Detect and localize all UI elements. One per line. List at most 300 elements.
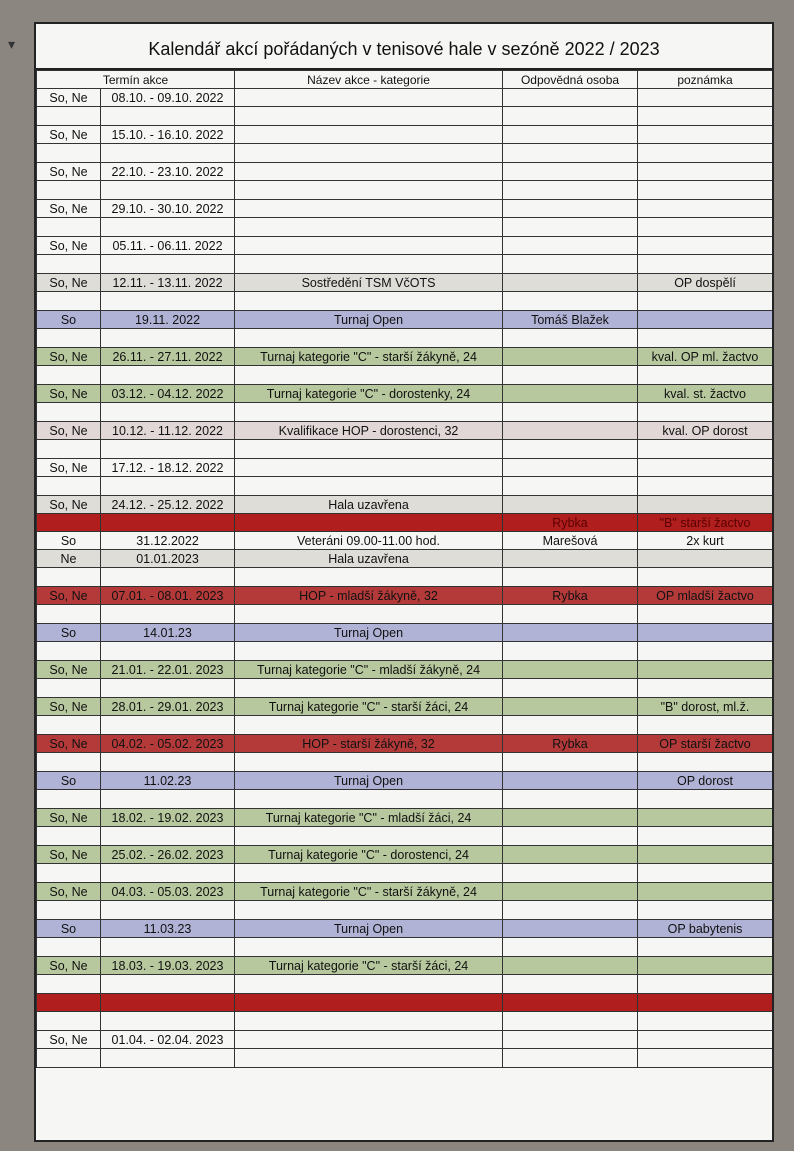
event-name-cell	[235, 163, 503, 181]
event-name-cell	[235, 514, 503, 532]
empty-cell	[638, 1012, 773, 1031]
empty-cell	[101, 366, 235, 385]
table-row	[37, 846, 773, 864]
table-spacer-row	[37, 329, 773, 348]
person-cell	[503, 920, 638, 938]
event-name-cell: Turnaj kategorie "C" - starší žáci, 24	[235, 698, 503, 716]
table-row	[37, 459, 773, 477]
note-cell	[638, 550, 773, 568]
table-spacer-row	[37, 1012, 773, 1031]
note-cell	[638, 994, 773, 1012]
empty-cell	[37, 605, 101, 624]
note-cell	[638, 237, 773, 255]
event-name-cell: Turnaj Open	[235, 311, 503, 329]
empty-cell	[101, 901, 235, 920]
empty-cell	[37, 477, 101, 496]
empty-cell	[638, 642, 773, 661]
event-name-cell: HOP - mladší žákyně, 32	[235, 587, 503, 605]
table-spacer-row	[37, 144, 773, 163]
event-name-cell: Turnaj kategorie "C" - starší žákyně, 24	[235, 348, 503, 366]
date-cell: 11.03.23	[101, 920, 235, 938]
person-cell: Rybka	[503, 514, 638, 532]
note-cell	[638, 311, 773, 329]
table-spacer-row	[37, 218, 773, 237]
note-cell: kval. st. žactvo	[638, 385, 773, 403]
date-cell: 22.10. - 23.10. 2022	[101, 163, 235, 181]
event-name-cell	[235, 994, 503, 1012]
person-cell	[503, 385, 638, 403]
empty-cell	[503, 568, 638, 587]
empty-cell	[638, 181, 773, 200]
day-cell: So, Ne	[37, 587, 101, 605]
event-name-cell	[235, 89, 503, 107]
person-cell	[503, 496, 638, 514]
day-cell: So, Ne	[37, 846, 101, 864]
table-spacer-row	[37, 440, 773, 459]
event-name-cell: HOP - starší žákyně, 32	[235, 735, 503, 753]
empty-cell	[503, 255, 638, 274]
person-cell	[503, 661, 638, 679]
person-cell	[503, 809, 638, 827]
empty-cell	[638, 329, 773, 348]
event-name-cell: Veteráni 09.00-11.00 hod.	[235, 532, 503, 550]
date-cell	[101, 514, 235, 532]
note-cell	[638, 200, 773, 218]
day-cell: So	[37, 772, 101, 790]
empty-cell	[235, 901, 503, 920]
note-cell	[638, 624, 773, 642]
empty-cell	[235, 107, 503, 126]
empty-cell	[503, 1012, 638, 1031]
empty-cell	[503, 477, 638, 496]
day-cell: So, Ne	[37, 883, 101, 901]
table-spacer-row	[37, 403, 773, 422]
date-cell: 19.11. 2022	[101, 311, 235, 329]
empty-cell	[235, 1049, 503, 1068]
empty-cell	[503, 864, 638, 883]
table-row	[37, 809, 773, 827]
empty-cell	[638, 938, 773, 957]
empty-cell	[101, 440, 235, 459]
empty-cell	[101, 1012, 235, 1031]
note-cell: OP dorost	[638, 772, 773, 790]
table-row	[37, 735, 773, 753]
note-cell: "B" starší žactvo	[638, 514, 773, 532]
date-cell: 29.10. - 30.10. 2022	[101, 200, 235, 218]
empty-cell	[101, 975, 235, 994]
day-cell: So, Ne	[37, 126, 101, 144]
note-cell	[638, 459, 773, 477]
header-date: Termín akce	[37, 71, 235, 89]
empty-cell	[101, 642, 235, 661]
day-cell: So, Ne	[37, 1031, 101, 1049]
day-cell: So	[37, 532, 101, 550]
table-spacer-row	[37, 568, 773, 587]
empty-cell	[503, 827, 638, 846]
day-cell: So, Ne	[37, 422, 101, 440]
empty-cell	[503, 1049, 638, 1068]
day-cell: So, Ne	[37, 957, 101, 975]
event-name-cell: Turnaj kategorie "C" - starší žákyně, 24	[235, 883, 503, 901]
table-row	[37, 994, 773, 1012]
note-cell	[638, 1031, 773, 1049]
event-name-cell: Turnaj kategorie "C" - dorostenci, 24	[235, 846, 503, 864]
day-cell	[37, 514, 101, 532]
table-row	[37, 514, 773, 532]
empty-cell	[101, 827, 235, 846]
day-cell: So, Ne	[37, 237, 101, 255]
empty-cell	[503, 144, 638, 163]
person-cell	[503, 126, 638, 144]
day-cell: So, Ne	[37, 385, 101, 403]
day-cell: So, Ne	[37, 698, 101, 716]
empty-cell	[101, 218, 235, 237]
empty-cell	[37, 642, 101, 661]
empty-cell	[37, 901, 101, 920]
header-event-name: Název akce - kategorie	[235, 71, 503, 89]
table-spacer-row	[37, 1049, 773, 1068]
date-cell: 01.01.2023	[101, 550, 235, 568]
empty-cell	[638, 403, 773, 422]
table-row	[37, 200, 773, 218]
empty-cell	[235, 366, 503, 385]
empty-cell	[101, 605, 235, 624]
table-spacer-row	[37, 255, 773, 274]
person-cell	[503, 1031, 638, 1049]
empty-cell	[37, 181, 101, 200]
empty-cell	[235, 1012, 503, 1031]
empty-cell	[235, 568, 503, 587]
table-row	[37, 957, 773, 975]
table-spacer-row	[37, 366, 773, 385]
empty-cell	[638, 716, 773, 735]
table-row	[37, 126, 773, 144]
date-cell: 31.12.2022	[101, 532, 235, 550]
day-cell: So, Ne	[37, 496, 101, 514]
empty-cell	[638, 975, 773, 994]
table-row	[37, 89, 773, 107]
header-responsible-person: Odpovědná osoba	[503, 71, 638, 89]
table-spacer-row	[37, 864, 773, 883]
note-cell: OP babytenis	[638, 920, 773, 938]
table-spacer-row	[37, 181, 773, 200]
empty-cell	[37, 144, 101, 163]
table-spacer-row	[37, 753, 773, 772]
empty-cell	[503, 366, 638, 385]
date-cell: 04.03. - 05.03. 2023	[101, 883, 235, 901]
table-spacer-row	[37, 292, 773, 311]
empty-cell	[37, 292, 101, 311]
table-row	[37, 385, 773, 403]
note-cell	[638, 846, 773, 864]
day-cell: So, Ne	[37, 274, 101, 292]
event-name-cell	[235, 200, 503, 218]
empty-cell	[101, 403, 235, 422]
empty-cell	[37, 1049, 101, 1068]
note-cell: 2x kurt	[638, 532, 773, 550]
table-row	[37, 311, 773, 329]
person-cell: Rybka	[503, 587, 638, 605]
empty-cell	[235, 605, 503, 624]
event-name-cell: Turnaj Open	[235, 624, 503, 642]
note-cell	[638, 661, 773, 679]
table-row	[37, 550, 773, 568]
day-cell: So, Ne	[37, 459, 101, 477]
table-row	[37, 274, 773, 292]
event-name-cell: Turnaj Open	[235, 920, 503, 938]
empty-cell	[37, 1012, 101, 1031]
empty-cell	[638, 605, 773, 624]
empty-cell	[235, 642, 503, 661]
empty-cell	[101, 181, 235, 200]
note-cell: "B" dorost, ml.ž.	[638, 698, 773, 716]
events-table	[36, 70, 773, 1068]
empty-cell	[503, 679, 638, 698]
empty-cell	[101, 753, 235, 772]
day-cell: So, Ne	[37, 661, 101, 679]
empty-cell	[37, 827, 101, 846]
note-cell	[638, 126, 773, 144]
table-spacer-row	[37, 477, 773, 496]
date-cell: 21.01. - 22.01. 2023	[101, 661, 235, 679]
empty-cell	[638, 366, 773, 385]
empty-cell	[638, 255, 773, 274]
day-cell: So	[37, 311, 101, 329]
table-row	[37, 237, 773, 255]
empty-cell	[235, 403, 503, 422]
empty-cell	[101, 1049, 235, 1068]
note-cell: OP starší žactvo	[638, 735, 773, 753]
person-cell	[503, 348, 638, 366]
person-cell	[503, 994, 638, 1012]
date-cell: 24.12. - 25.12. 2022	[101, 496, 235, 514]
empty-cell	[37, 975, 101, 994]
event-name-cell	[235, 459, 503, 477]
event-name-cell	[235, 1031, 503, 1049]
empty-cell	[503, 753, 638, 772]
empty-cell	[638, 218, 773, 237]
empty-cell	[503, 716, 638, 735]
date-cell: 07.01. - 08.01. 2023	[101, 587, 235, 605]
empty-cell	[101, 864, 235, 883]
empty-cell	[235, 938, 503, 957]
table-row	[37, 624, 773, 642]
empty-cell	[638, 440, 773, 459]
empty-cell	[37, 255, 101, 274]
day-cell: So, Ne	[37, 809, 101, 827]
empty-cell	[37, 218, 101, 237]
person-cell	[503, 422, 638, 440]
event-name-cell: Turnaj kategorie "C" - mladší žákyně, 24	[235, 661, 503, 679]
person-cell	[503, 237, 638, 255]
table-row	[37, 163, 773, 181]
date-cell: 01.04. - 02.04. 2023	[101, 1031, 235, 1049]
empty-cell	[503, 938, 638, 957]
empty-cell	[503, 642, 638, 661]
event-name-cell: Sostředění TSM VčOTS	[235, 274, 503, 292]
person-cell	[503, 459, 638, 477]
day-cell: Ne	[37, 550, 101, 568]
table-header-row	[37, 71, 773, 89]
date-cell: 26.11. - 27.11. 2022	[101, 348, 235, 366]
table-row	[37, 348, 773, 366]
note-cell	[638, 809, 773, 827]
empty-cell	[101, 790, 235, 809]
empty-cell	[37, 568, 101, 587]
table-spacer-row	[37, 679, 773, 698]
empty-cell	[503, 107, 638, 126]
event-name-cell: Hala uzavřena	[235, 550, 503, 568]
empty-cell	[235, 477, 503, 496]
empty-cell	[235, 864, 503, 883]
person-cell	[503, 624, 638, 642]
day-cell	[37, 994, 101, 1012]
note-cell	[638, 883, 773, 901]
date-cell: 15.10. - 16.10. 2022	[101, 126, 235, 144]
table-spacer-row	[37, 642, 773, 661]
empty-cell	[101, 329, 235, 348]
empty-cell	[503, 790, 638, 809]
header-note: poznámka	[638, 71, 773, 89]
date-cell: 17.12. - 18.12. 2022	[101, 459, 235, 477]
day-cell: So, Ne	[37, 89, 101, 107]
table-row	[37, 422, 773, 440]
day-cell: So, Ne	[37, 348, 101, 366]
empty-cell	[101, 255, 235, 274]
empty-cell	[503, 181, 638, 200]
event-name-cell	[235, 126, 503, 144]
empty-cell	[235, 329, 503, 348]
empty-cell	[101, 716, 235, 735]
empty-cell	[503, 218, 638, 237]
empty-cell	[37, 716, 101, 735]
empty-cell	[235, 975, 503, 994]
empty-cell	[235, 218, 503, 237]
empty-cell	[638, 477, 773, 496]
empty-cell	[37, 107, 101, 126]
empty-cell	[101, 477, 235, 496]
empty-cell	[638, 790, 773, 809]
empty-cell	[37, 790, 101, 809]
empty-cell	[37, 329, 101, 348]
table-row	[37, 883, 773, 901]
empty-cell	[638, 292, 773, 311]
table-spacer-row	[37, 901, 773, 920]
empty-cell	[37, 753, 101, 772]
note-cell: kval. OP ml. žactvo	[638, 348, 773, 366]
note-cell	[638, 496, 773, 514]
person-cell	[503, 550, 638, 568]
date-cell: 14.01.23	[101, 624, 235, 642]
note-cell: OP mladší žactvo	[638, 587, 773, 605]
date-cell: 04.02. - 05.02. 2023	[101, 735, 235, 753]
person-cell	[503, 846, 638, 864]
date-cell: 18.03. - 19.03. 2023	[101, 957, 235, 975]
pin-mark: ▾	[8, 36, 16, 52]
empty-cell	[101, 568, 235, 587]
date-cell: 08.10. - 09.10. 2022	[101, 89, 235, 107]
event-name-cell: Turnaj kategorie "C" - dorostenky, 24	[235, 385, 503, 403]
table-spacer-row	[37, 938, 773, 957]
person-cell	[503, 698, 638, 716]
empty-cell	[235, 679, 503, 698]
event-name-cell: Kvalifikace HOP - dorostenci, 32	[235, 422, 503, 440]
day-cell: So, Ne	[37, 735, 101, 753]
person-cell	[503, 200, 638, 218]
empty-cell	[503, 440, 638, 459]
empty-cell	[638, 753, 773, 772]
empty-cell	[235, 440, 503, 459]
event-name-cell: Turnaj kategorie "C" - starší žáci, 24	[235, 957, 503, 975]
event-name-cell: Hala uzavřena	[235, 496, 503, 514]
table-row	[37, 1031, 773, 1049]
empty-cell	[37, 938, 101, 957]
empty-cell	[37, 679, 101, 698]
date-cell: 10.12. - 11.12. 2022	[101, 422, 235, 440]
empty-cell	[638, 901, 773, 920]
note-cell: OP dospělí	[638, 274, 773, 292]
table-row	[37, 532, 773, 550]
person-cell: Tomáš Blažek	[503, 311, 638, 329]
table-row	[37, 496, 773, 514]
empty-cell	[37, 366, 101, 385]
note-cell	[638, 163, 773, 181]
empty-cell	[638, 827, 773, 846]
empty-cell	[503, 975, 638, 994]
date-cell	[101, 994, 235, 1012]
empty-cell	[638, 864, 773, 883]
empty-cell	[235, 827, 503, 846]
person-cell	[503, 883, 638, 901]
empty-cell	[37, 864, 101, 883]
empty-cell	[101, 679, 235, 698]
empty-cell	[638, 1049, 773, 1068]
table-row	[37, 698, 773, 716]
page-title: Kalendář akcí pořádaných v tenisové hale v sezóně 2022 / 2023	[36, 24, 772, 70]
empty-cell	[37, 403, 101, 422]
table-row	[37, 661, 773, 679]
person-cell	[503, 89, 638, 107]
date-cell: 28.01. - 29.01. 2023	[101, 698, 235, 716]
empty-cell	[101, 144, 235, 163]
note-cell: kval. OP dorost	[638, 422, 773, 440]
table-spacer-row	[37, 107, 773, 126]
date-cell: 18.02. - 19.02. 2023	[101, 809, 235, 827]
table-spacer-row	[37, 827, 773, 846]
note-cell	[638, 957, 773, 975]
empty-cell	[235, 790, 503, 809]
date-cell: 25.02. - 26.02. 2023	[101, 846, 235, 864]
empty-cell	[503, 605, 638, 624]
person-cell	[503, 274, 638, 292]
date-cell: 12.11. - 13.11. 2022	[101, 274, 235, 292]
empty-cell	[235, 292, 503, 311]
day-cell: So	[37, 920, 101, 938]
day-cell: So, Ne	[37, 163, 101, 181]
note-cell	[638, 89, 773, 107]
event-name-cell	[235, 237, 503, 255]
table-spacer-row	[37, 605, 773, 624]
empty-cell	[235, 255, 503, 274]
empty-cell	[101, 107, 235, 126]
person-cell: Marešová	[503, 532, 638, 550]
day-cell: So, Ne	[37, 200, 101, 218]
empty-cell	[101, 938, 235, 957]
person-cell	[503, 957, 638, 975]
empty-cell	[638, 107, 773, 126]
empty-cell	[235, 753, 503, 772]
empty-cell	[638, 568, 773, 587]
